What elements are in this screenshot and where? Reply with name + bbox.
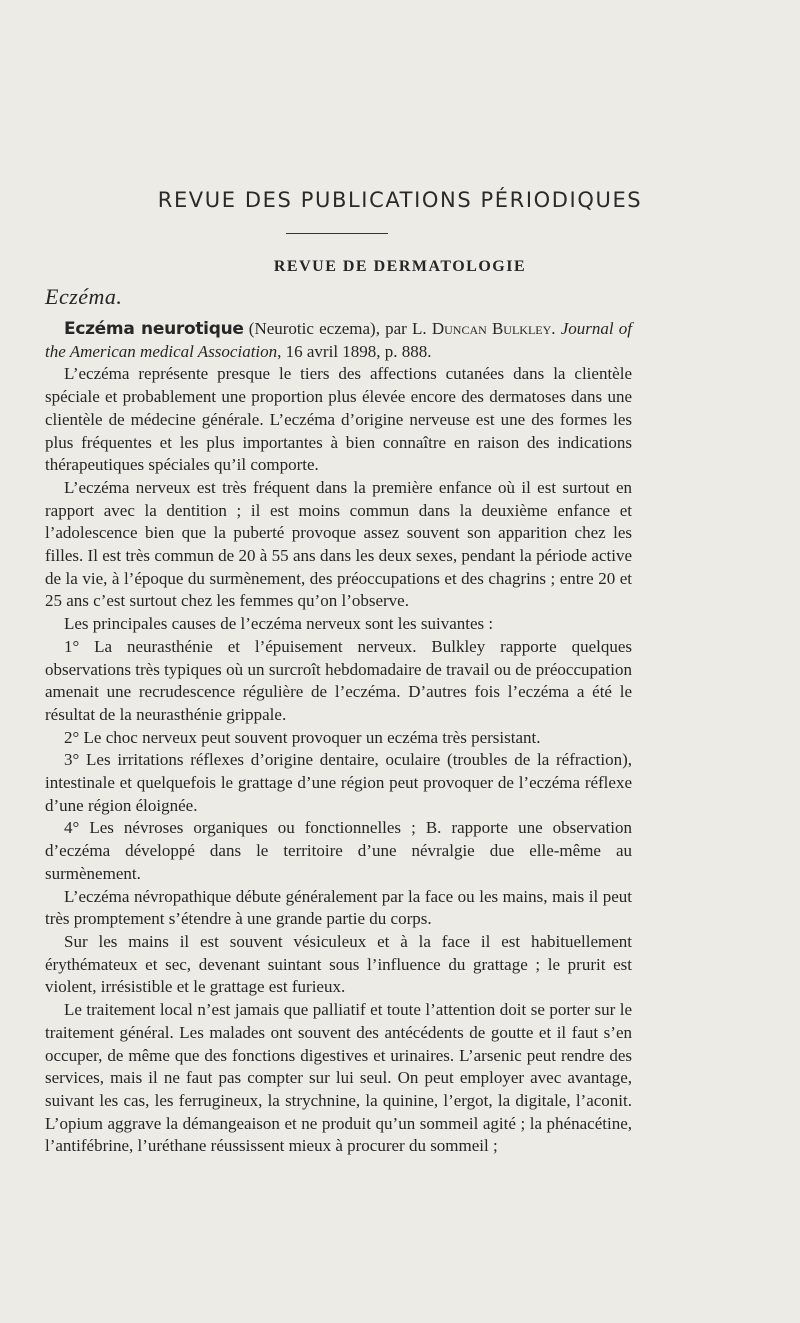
paragraph: 3° Les irritations réflexes d’origine dentaire, oculaire (troubles de la réfraction), intestinale et quelquefois le grattage d’une région peut provoquer de l’eczéma réflexe d’une région éloignée.: [45, 750, 632, 815]
paragraph: Le traitement local n’est jamais que palliatif et toute l’attention doit se porter sur le traitement général. Les malades ont souvent des antécédents de goutte et il faut s’en occuper, de même que des fonctions digestives et urinaires. L’arsenic peut rendre des services, mais il ne faut pas compter sur lui seul. On peut employer avec avantage, suivant les cas, les ferrugineux, la strychnine, la quinine, l’ergot, la digitale, l’aconit. L’opium aggrave la démangeaison et ne produit qu’un sommeil agité ; la phénacétine, l’antifébrine, l’uréthane réussissent mieux à procurer du sommeil ;: [45, 1000, 632, 1156]
title-divider: [286, 233, 388, 234]
paragraph: L’eczéma représente presque le tiers des affections cutanées dans la clientèle spéciale et probablement une proportion plus élevée encore des dermatoses dans une clientèle de médecine générale. L’eczéma d’origine nerveuse est une des formes les plus fréquentes et les plus importantes à bien connaître en raison des indications thérapeutiques spéciales qu’il comporte.: [45, 364, 632, 475]
author-name: Duncan Bulkley: [431, 319, 552, 338]
reference-end: , 16 avril 1898, p. 888.: [277, 341, 432, 361]
section-title: REVUE DE DERMATOLOGIE: [273, 258, 527, 275]
paragraph: Sur les mains il est souvent vésiculeux et à la face il est habituellement érythémateux et sec, devenant suintant sous l’influence du grattage ; le prurit est violent, irrésistible et le grattage est furieux.: [45, 931, 632, 997]
paragraph: 2° Le choc nerveux peut souvent provoquer un eczéma très persistant.: [64, 727, 541, 747]
subsection-title: Eczéma.: [45, 284, 123, 309]
paragraph: Les principales causes de l’eczéma nerveux sont les suivantes :: [64, 614, 494, 634]
article-title: Eczéma neurotique: [64, 319, 244, 339]
paragraph: L’eczéma nerveux est très fréquent dans la première enfance où il est surtout en rapport avec la dentition ; il est moins commun dans la deuxième enfance et l’adolescence bien que la puberté provoque assez souvent son apparition chez les filles. Il est très commun de 20 à 55 ans dans les deux sexes, pendant la période active de la vie, à l’époque du surmènement, des préoccupations et des chagrins ; entre 20 et 25 ans c’est surtout chez les femmes qu’on l’observe.: [45, 477, 632, 611]
paragraph: 4° Les névroses organiques ou fonctionnelles ; B. rapporte une observation d’eczéma développé dans le territoire d’une névralgie due elle-même au surmènement.: [45, 818, 632, 883]
article-body: [45, 318, 632, 1158]
journal-name: Journal of the American medical Association: [45, 319, 633, 361]
reference-paren: (Neurotic eczema), par L.: [243, 319, 432, 338]
paragraph: 1° La neurasthénie et l’épuisement nerveux. Bulkley rapporte quelques observations très typiques où un surcroît hebdomadaire de travail ou de préoccupation amenait une recrudescence régulière de l’eczéma. D’autres fois l’eczéma a été le résultat de la neurasthénie grippale.: [45, 636, 632, 724]
paragraph: L’eczéma névropathique débute généralement par la face ou les mains, mais il peut très promptement s’étendre à une grande partie du corps.: [45, 886, 632, 929]
journal-section-title: REVUE DES PUBLICATIONS PÉRIODIQUES: [157, 188, 643, 212]
reference-dot: .: [551, 319, 561, 338]
article-reference: [45, 318, 632, 363]
